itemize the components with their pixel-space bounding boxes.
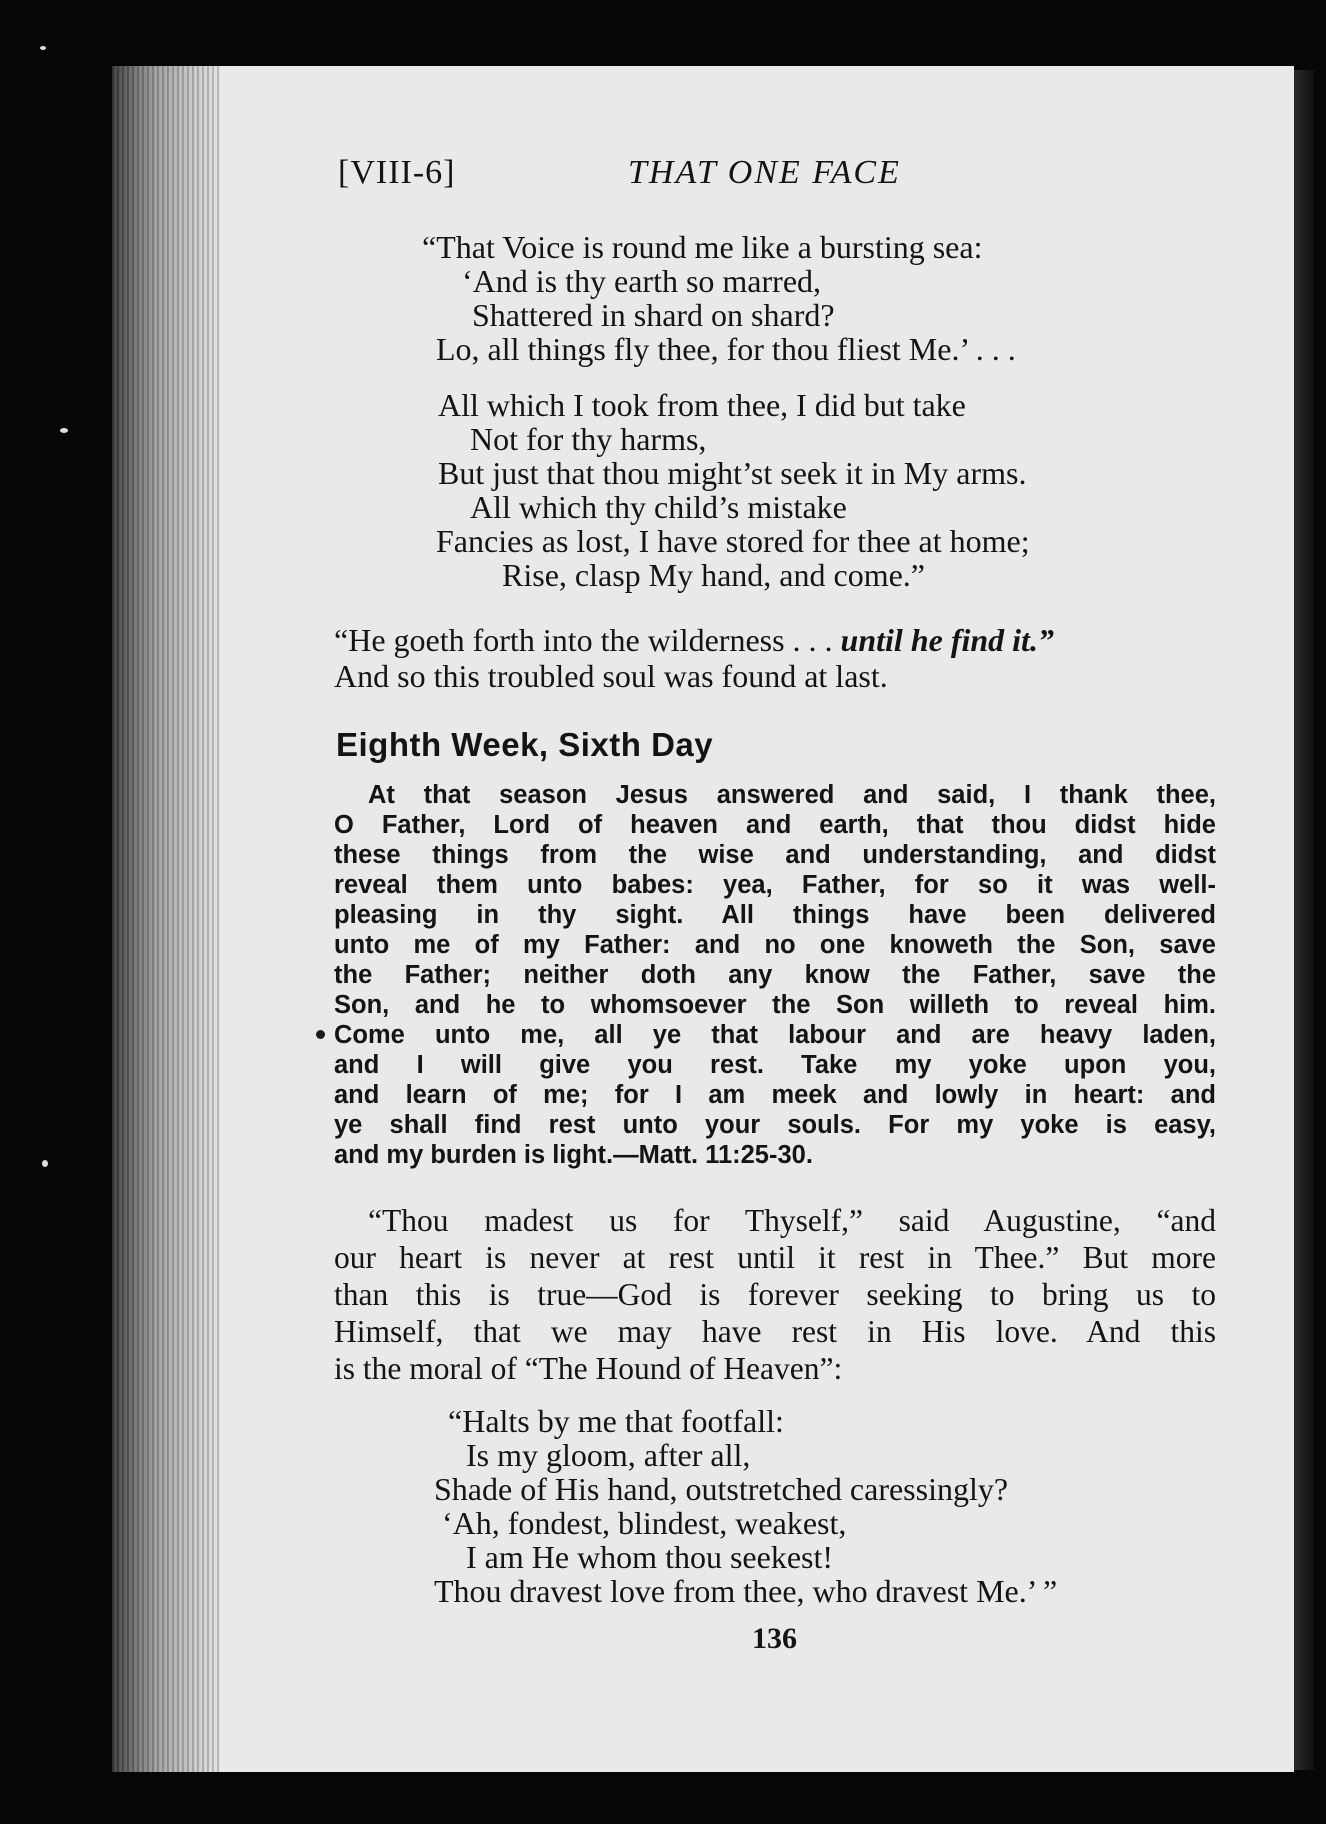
commentary-line: than this is true—God is forever seeking to bring us to [334,1277,1216,1312]
commentary-paragraph [334,1202,1216,1387]
scripture-line: reveal them unto babes: yea, Father, for so it was well- [334,871,1216,899]
scripture-line: Come unto me, all ye that labour and are heavy laden, [334,1021,1216,1049]
body-line [334,622,1054,659]
scripture-line: At that season Jesus answered and said, I thank thee, [368,781,1216,809]
poem-line: ‘Ah, fondest, blindest, weakest, [442,1505,847,1541]
poem-line: All which thy child’s mistake [470,489,847,525]
scripture-passage [334,780,1216,1170]
poem-line: Not for thy harms, [470,421,707,457]
poem-line: Thou dravest love from thee, who dravest Me.’ ” [434,1573,1058,1609]
poem-line: “That Voice is round me like a bursting sea: [422,229,983,265]
quote-emphasis: until he find it.” [840,622,1054,658]
scripture-line: these things from the wise and understanding, and didst [334,841,1216,869]
scripture-line: and I will give you rest. Take my yoke upon you, [334,1051,1216,1079]
commentary-line: is the moral of “The Hound of Heaven”: [334,1351,843,1386]
scripture-line: ye shall find rest unto your souls. For my yoke is easy, [334,1111,1216,1139]
scripture-line: and my burden is light.—Matt. 11:25-30. [334,1141,813,1169]
page-right-edge [1294,70,1314,1770]
scripture-line: pleasing in thy sight. All things have been delivered [334,901,1216,929]
poem-line: Rise, clasp My hand, and come.” [502,557,925,593]
scripture-line: Son, and he to whomsoever the Son willeth to reveal him. [334,991,1216,1019]
quote-text: “He goeth forth into the wilderness . . . [334,622,833,658]
scripture-line: and learn of me; for I am meek and lowly in heart: and [334,1081,1216,1109]
margin-mark [316,1030,325,1039]
poem-line: Lo, all things fly thee, for thou fliest Me.’ . . . [436,331,1016,367]
body-line: And so this troubled soul was found at last. [334,658,888,694]
scripture-line: unto me of my Father: and no one knoweth the Son, save [334,931,1216,959]
poem-line: But just that thou might’st seek it in My arms. [438,455,1027,491]
poem-line: “Halts by me that footfall: [448,1403,784,1439]
scan-speck [40,46,46,50]
poem-line: ‘And is thy earth so marred, [462,263,822,299]
section-number: [VIII-6] [338,154,456,191]
poem-line: Shattered in shard on shard? [472,297,835,333]
poem-line: Shade of His hand, outstretched caressingly? [434,1471,1009,1507]
scan-speck [60,428,68,433]
commentary-line: Himself, that we may have rest in His love. And this [334,1314,1216,1349]
commentary-line: “Thou madest us for Thyself,” said Augustine, “and [368,1203,1216,1238]
section-heading: Eighth Week, Sixth Day [336,726,714,763]
scripture-line: O Father, Lord of heaven and earth, that thou didst hide [334,811,1216,839]
book-binding-edge [112,66,220,1772]
page-number: 136 [752,1622,797,1655]
poem-line: Fancies as lost, I have stored for thee at home; [436,523,1030,559]
scripture-line: the Father; neither doth any know the Father, save the [334,961,1216,989]
commentary-line: our heart is never at rest until it rest in Thee.” But more [334,1240,1216,1275]
scan-speck [42,1160,48,1167]
running-title: THAT ONE FACE [628,154,901,191]
poem-line: I am He whom thou seekest! [466,1539,834,1575]
poem-line: Is my gloom, after all, [466,1437,751,1473]
poem-line: All which I took from thee, I did but take [438,387,966,423]
